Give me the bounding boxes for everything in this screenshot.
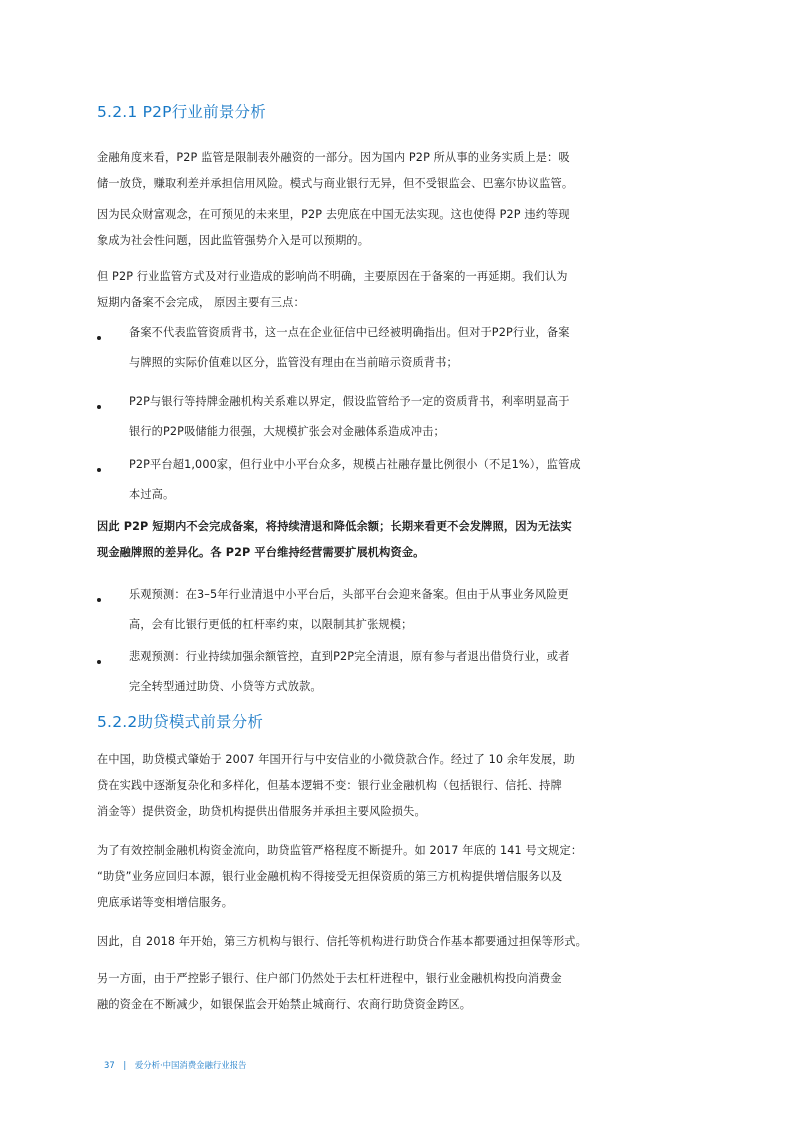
text-line: 银行的P2P吸储能力很强，大规模扩张会对金融体系造成冲击； (129, 425, 445, 438)
text-line: 因此 P2P 短期内不会完成备案，将持续清退和降低余额；长期来看更不会发牌照，因为无法实 (97, 520, 572, 533)
text-line: 因此，自 2018 年开始，第三方机构与银行、信托等机构进行助贷合作基本都要通过担保等形式。 (97, 935, 587, 948)
section-heading-p2p: 5.2.1 P2P行业前景分析 (97, 103, 266, 121)
footer-separator: | (123, 1060, 127, 1070)
page-footer (104, 1059, 246, 1071)
paragraph-conclusion-bold (97, 514, 707, 566)
bullet-dot-icon (97, 405, 101, 409)
bullet-dot-icon (97, 598, 101, 602)
paragraph-shadow-banking (97, 966, 707, 1018)
text-line: 与牌照的实际价值难以区分，监管没有理由在当前暗示资质背书； (129, 356, 458, 369)
text-line: 另一方面，由于严控影子银行、住户部门仍然处于去杠杆进程中，银行业金融机构投向消费金 (97, 972, 562, 985)
paragraph-filing-delay (97, 264, 707, 316)
paragraph-wealth-concept (97, 202, 707, 254)
bullet-dot-icon (97, 336, 101, 340)
text-line: 消金等）提供资金，助贷机构提供出借服务并承担主要风险损失。 (97, 805, 426, 818)
text-line: 象成为社会性问题，因此监管强势介入是可以预期的。 (97, 234, 370, 247)
bullet-dot-icon (97, 660, 101, 664)
text-line: 但 P2P 行业监管方式及对行业造成的影响尚不明确，主要原因在于备案的一再延期。我们认为 (97, 270, 568, 283)
text-line: P2P与银行等持牌金融机构关系难以界定，假设监管给予一定的资质背书，利率明显高于 (129, 395, 570, 408)
text-line: 现金融牌照的差异化。各 P2P 平台维持经营需要扩展机构资金。 (97, 546, 425, 559)
text-line: 短期内备案不会完成， 原因主要有三点： (97, 296, 305, 309)
text-line: 因为民众财富观念，在可预见的未来里，P2P 去兜底在中国无法实现。这也使得 P2P 违约等现 (97, 208, 570, 221)
text-line: 金融角度来看，P2P 监管是限制表外融资的一部分。因为国内 P2P 所从事的业务实质上是：吸 (97, 151, 570, 164)
text-line: 融的资金在不断减少，如银保监会开始禁止城商行、农商行助贷资金跨区。 (97, 998, 472, 1011)
paragraph-assisted-lending-origin (97, 747, 707, 825)
text-line: 高，会有比银行更低的杠杆率约束，以限制其扩张规模； (129, 618, 413, 631)
paragraph-regulation-141 (97, 838, 707, 916)
text-line: “助贷”业务应回归本源，银行业金融机构不得接受无担保资质的第三方机构提供增信服务以及 (97, 870, 563, 883)
text-line: 为了有效控制金融机构资金流向，助贷监管严格程度不断提升。如 2017 年底的 141 号文规定： (97, 844, 583, 857)
text-line: 在中国，助贷模式肇始于 2007 年国开行与中安信业的小微贷款合作。经过了 10 余年发展，助 (97, 753, 575, 766)
text-line: 备案不代表监管资质背书，这一点在企业征信中已经被明确指出。但对于P2P行业，备案 (129, 326, 570, 339)
text-line: 完全转型通过助贷、小贷等方式放款。 (129, 680, 322, 693)
text-line: 兜底承诺等变相增信服务。 (97, 896, 234, 909)
section-heading-lending-assist: 5.2.2助贷模式前景分析 (97, 713, 264, 731)
bullet-dot-icon (97, 468, 101, 472)
text-line: 悲观预测：行业持续加强余额管控，直到P2P完全清退，原有参与者退出借贷行业，或者 (129, 650, 570, 663)
footer-report-title: 爱分析·中国消费金融行业报告 (134, 1060, 247, 1070)
text-line: 本过高。 (129, 488, 175, 501)
text-line: 乐观预测：在3–5年行业清退中小平台后，头部平台会迎来备案。但由于从事业务风险更 (129, 588, 569, 601)
paragraph-p2p-regulation (97, 145, 707, 197)
text-line: 储一放贷，赚取利差并承担信用风险。模式与商业银行无异，但不受银监会、巴塞尔协议监管。 (97, 177, 574, 190)
page-number: 37 (104, 1060, 115, 1070)
paragraph-2018-guarantee (97, 929, 707, 955)
text-line: P2P平台超1,000家，但行业中小平台众多，规模占社融存量比例很小（不足1%），监管成 (129, 458, 581, 471)
text-line: 贷在实践中逐渐复杂化和多样化，但基本逻辑不变：银行业金融机构（包括银行、信托、持牌 (97, 779, 562, 792)
